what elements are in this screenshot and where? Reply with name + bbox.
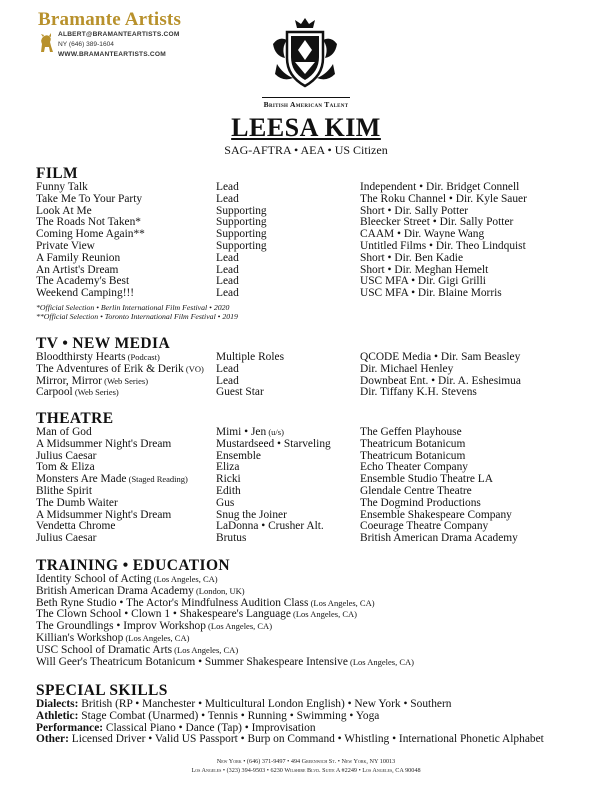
tv-credit-row — [36, 387, 596, 399]
theatre-role-text: Mimi • Jen — [216, 426, 267, 438]
skill-text: Licensed Driver • Valid US Passport • Burp on Command • Whistling • International Phonetic Alphabet — [68, 733, 544, 746]
theatre-title-text: Man of God — [36, 426, 92, 438]
film-role-text: Supporting — [216, 204, 267, 217]
theatre-credit-row — [36, 533, 596, 545]
tv-heading: TV • NEW MEDIA — [36, 335, 171, 352]
agency-email[interactable]: ALBERT@BRAMANTEARTISTS.COM — [58, 31, 180, 38]
film-heading: FILM — [36, 165, 79, 182]
film-credit-row — [36, 288, 596, 300]
film-title-text: A Family Reunion — [36, 251, 121, 264]
agency-phone: NY (646) 389-1604 — [58, 41, 114, 48]
training-section — [36, 558, 596, 668]
film-role — [216, 288, 239, 300]
film-title-text: An Artist's Dream — [36, 263, 119, 276]
training-location: (London, UK) — [193, 585, 245, 596]
skills-section — [36, 683, 596, 746]
agency-name: Bramante Artists — [38, 9, 182, 30]
theatre-title — [36, 533, 96, 545]
skill-label: Athletic: — [36, 709, 79, 722]
theatre-company: Glendale Centre Theatre — [360, 484, 472, 497]
theatre-title-text: Monsters Are Made — [36, 473, 127, 486]
theatre-company: Theatricum Botanicum — [360, 437, 466, 450]
theatre-heading: THEATRE — [36, 410, 114, 427]
theatre-role-tag: (u/s) — [266, 427, 284, 437]
theatre-title-text: A Midsummer Night's Dream — [36, 508, 172, 521]
union-status: SAG-AFTRA • AEA • US Citizen — [224, 143, 388, 157]
theatre-title-text: A Midsummer Night's Dream — [36, 437, 172, 450]
film-role-text: Lead — [216, 192, 239, 205]
theatre-role-text: Gus — [216, 496, 235, 509]
theatre-company: Coeurage Theatre Company — [360, 520, 489, 533]
training-name: Identity School of Acting — [36, 573, 152, 585]
tv-company: Downbeat Ent. • Dir. A. Eshesimua — [360, 374, 521, 387]
training-location: (Los Angeles, CA) — [308, 597, 375, 608]
tv-role — [216, 387, 264, 399]
tv-title-text: Mirror, Mirror — [36, 374, 102, 387]
theatre-title-text: Tom & Eliza — [36, 461, 95, 474]
skill-label: Other: — [36, 733, 69, 746]
crest-logo-icon — [265, 14, 345, 94]
theatre-title-text: The Dumb Waiter — [36, 496, 118, 509]
training-name: USC School of Dramatic Arts — [36, 643, 173, 656]
film-role-text: Lead — [216, 251, 239, 264]
skills-heading: SPECIAL SKILLS — [36, 682, 168, 699]
film-credit-row — [36, 194, 596, 206]
film-role-text: Supporting — [216, 228, 267, 241]
film-role-text: Lead — [216, 275, 239, 288]
theatre-role-text: LaDonna • Crusher Alt. — [216, 520, 324, 533]
tv-role-text: Guest Star — [216, 386, 264, 399]
theatre-role-text: Edith — [216, 484, 241, 497]
film-company: USC MFA • Dir. Gigi Grilli — [360, 275, 486, 288]
skill-label: Performance: — [36, 721, 104, 734]
theatre-role-text: Brutus — [216, 532, 247, 545]
theatre-title-text: Blithe Spirit — [36, 484, 93, 497]
film-title-text: Private View — [36, 239, 95, 252]
film-role-text: Lead — [216, 263, 239, 276]
training-item — [36, 657, 596, 669]
film-title-text: Take Me To Your Party — [36, 192, 143, 205]
film-company: CAAM • Dir. Wayne Wang — [360, 228, 485, 241]
theatre-company: The Geffen Playhouse — [360, 426, 462, 438]
film-role-text: Lead — [216, 287, 239, 300]
training-name: The Clown School • Clown 1 • Shakespeare's Language — [36, 608, 291, 621]
lion-logo-icon — [38, 32, 54, 54]
film-title-text: Coming Home Again** — [36, 228, 145, 241]
tv-company: Dir. Tiffany K.H. Stevens — [360, 386, 477, 399]
tv-role-text: Lead — [216, 362, 239, 375]
footer-new-york: New York • (646) 371-9497 • 494 Greenwich St. • New York, NY 10013 — [216, 758, 396, 765]
film-title-text: The Academy's Best — [36, 275, 130, 288]
training-location: (Los Angeles, CA) — [123, 632, 190, 643]
film-role-text: Supporting — [216, 216, 267, 229]
theatre-company: Theatricum Botanicum — [360, 449, 466, 462]
training-location: (Los Angeles, CA) — [347, 656, 414, 667]
theatre-credit-row — [36, 486, 596, 498]
tv-credits — [36, 352, 596, 399]
film-role-text: Supporting — [216, 239, 267, 252]
skill-text: Classical Piano • Dance (Tap) • Improvisation — [103, 721, 316, 734]
theatre-company: British American Drama Academy — [360, 532, 518, 545]
training-name: Will Geer's Theatricum Botanicum • Summer Shakespeare Intensive — [36, 655, 348, 668]
tv-credit-row — [36, 364, 596, 376]
film-title-text: Funny Talk — [36, 181, 88, 193]
tv-title-text: Bloodthirsty Hearts — [36, 351, 126, 363]
film-company: USC MFA • Dir. Blaine Morris — [360, 287, 502, 300]
film-note-berlin: *Official Selection • Berlin International Film Festival • 2020 — [36, 302, 230, 312]
theatre-title-text: Vendetta Chrome — [36, 520, 116, 533]
training-location: (Los Angeles, CA) — [151, 574, 218, 584]
training-name: Killian's Workshop — [36, 631, 124, 644]
tv-title-text: Carpool — [36, 386, 73, 399]
theatre-credit-row — [36, 474, 596, 486]
film-title — [36, 288, 134, 300]
theatre-role-text: Eliza — [216, 461, 240, 474]
theatre-title-text: Julius Caesar — [36, 449, 97, 462]
tv-title — [36, 387, 119, 399]
crest-caption-text: British American Talent — [263, 100, 349, 109]
theatre-title-text: Julius Caesar — [36, 532, 97, 545]
training-location: (Los Angeles, CA) — [172, 644, 239, 655]
tv-section — [36, 336, 596, 399]
crest-caption — [0, 97, 612, 109]
skill-text: Stage Combat (Unarmed) • Tennis • Running • Swimming • Yoga — [78, 709, 380, 722]
actor-name: LEESA KIM — [231, 113, 381, 142]
film-company: Bleecker Street • Dir. Sally Potter — [360, 216, 514, 229]
tv-company: Dir. Michael Henley — [360, 362, 454, 375]
theatre-title-tag: (Staged Reading) — [126, 474, 188, 485]
film-title-text: Weekend Camping!!! — [36, 287, 135, 300]
theatre-company: Ensemble Studio Theatre LA — [360, 473, 493, 486]
tv-title-tag: (Web Series) — [72, 387, 119, 398]
tv-company: QCODE Media • Dir. Sam Beasley — [360, 351, 521, 363]
tv-title-tag: (VO) — [183, 363, 204, 374]
footer — [0, 758, 612, 775]
tv-role-text: Lead — [216, 374, 239, 387]
tv-credit-row — [36, 376, 596, 388]
training-heading: TRAINING • EDUCATION — [36, 557, 230, 574]
tv-title-tag: (Podcast) — [125, 352, 160, 362]
training-name: The Groundlings • Improv Workshop — [36, 620, 206, 633]
film-company: Short • Dir. Meghan Hemelt — [360, 263, 489, 276]
caption-rule — [262, 97, 350, 98]
training-list — [36, 574, 596, 668]
theatre-company: Echo Theater Company — [360, 461, 468, 474]
film-title-text: The Roads Not Taken* — [36, 216, 141, 229]
training-location: (Los Angeles, CA) — [290, 609, 357, 620]
agency-website[interactable]: WWW.BRAMANTEARTISTS.COM — [58, 51, 166, 58]
theatre-credit-row — [36, 439, 596, 451]
theatre-role-text: Ricki — [216, 473, 241, 486]
film-credits — [36, 182, 596, 300]
film-company: Independent • Dir. Bridget Connell — [360, 181, 520, 193]
training-location: (Los Angeles, CA) — [205, 621, 273, 632]
theatre-role-text: Ensemble — [216, 449, 261, 462]
skills-list — [36, 699, 596, 746]
agency-block — [38, 10, 208, 60]
film-company: Untitled Films • Dir. Theo Lindquist — [360, 239, 526, 252]
theatre-company: The Dogmind Productions — [360, 496, 481, 509]
skill-label: Dialects: — [36, 698, 79, 710]
theatre-role — [216, 533, 246, 545]
film-section — [36, 166, 596, 322]
training-name: British American Drama Academy — [36, 584, 194, 597]
theatre-credits — [36, 427, 596, 545]
footer-los-angeles: Los Angeles • (323) 394-9503 • 6230 Wilshire Blvd. Suite A #2249 • Los Angeles, CA 90048 — [191, 766, 421, 774]
film-credit-row — [36, 253, 596, 265]
theatre-credit-row — [36, 451, 596, 463]
theatre-section — [36, 411, 596, 545]
skill-text: British (RP • Manchester • Multicultural London English) • New York • Southern — [78, 698, 452, 710]
film-role-text: Lead — [216, 181, 239, 193]
training-name: Beth Ryne Studio • The Actor's Mindfulness Audition Class — [36, 596, 309, 609]
tv-role-text: Multiple Roles — [216, 351, 285, 363]
film-note-toronto: **Official Selection • Toronto International Film Festival • 2019 — [36, 312, 238, 322]
tv-title-tag: (Web Series) — [101, 375, 149, 386]
film-company: The Roku Channel • Dir. Kyle Sauer — [360, 192, 527, 205]
film-company: Short • Dir. Sally Potter — [360, 204, 469, 217]
skill-item — [36, 734, 596, 746]
theatre-role-text: Snug the Joiner — [216, 508, 287, 521]
theatre-company: Ensemble Shakespeare Company — [360, 508, 512, 521]
tv-title-text: The Adventures of Erik & Derik — [36, 362, 184, 375]
theatre-role-text: Mustardseed • Starveling — [216, 437, 331, 450]
film-title-text: Look At Me — [36, 204, 92, 217]
film-company: Short • Dir. Ben Kadie — [360, 251, 464, 264]
